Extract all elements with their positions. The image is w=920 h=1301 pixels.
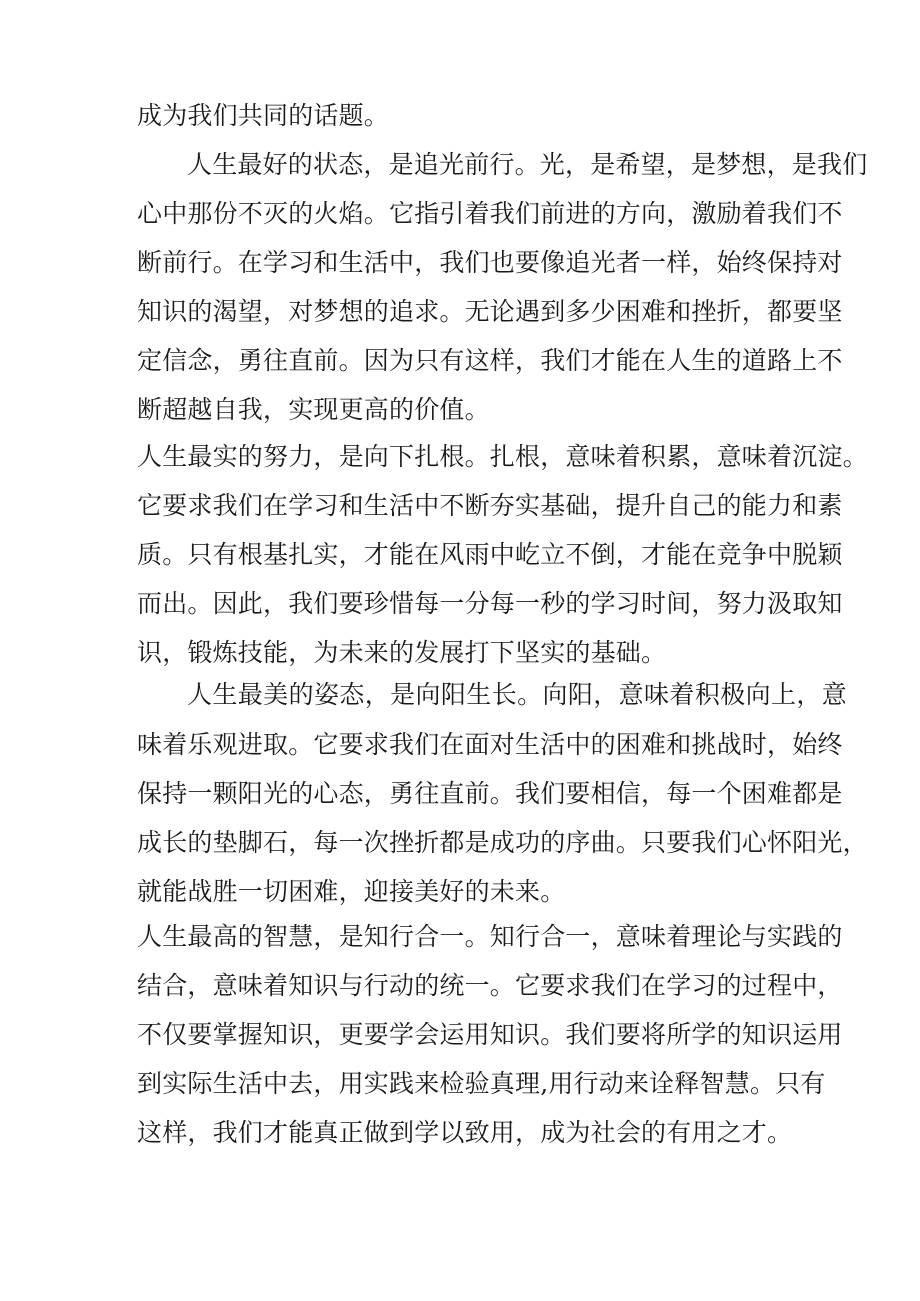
text-line: 定信念，勇往直前。因为只有这样，我们才能在人生的道路上不 [137,346,843,375]
text-line: 断超越自我，实现更高的价值。 [137,395,490,424]
text-line: 保持一颗阳光的心态，勇往直前。我们要相信，每一个困难都是 [137,779,843,808]
text-line: 断前行。在学习和生活中，我们也要像追光者一样，始终保持对 [137,248,843,277]
text-line: 人生最好的状态，是追光前行。光，是希望，是梦想，是我们 [187,150,868,179]
text-line: 心中那份不灭的火焰。它指引着我们前进的方向，激励着我们不 [137,199,843,228]
text-line: 成为我们共同的话题。 [137,101,390,130]
text-line: 就能战胜一切困难，迎接美好的未来。 [137,877,566,906]
text-line: 结合，意味着知识与行动的统一。它要求我们在学习的过程中， [137,971,843,1000]
text-line: 成长的垫脚石，每一次挫折都是成功的序曲。只要我们心怀阳光， [137,828,868,857]
text-line: 这样，我们才能真正做到学以致用，成为社会的有用之才。 [137,1118,793,1147]
text-line: 人生最高的智慧，是知行合一。知行合一，意味着理论与实践的 [137,922,843,951]
text-line: 到实际生活中去，用实践来检验真理,用行动来诠释智慧。只有 [137,1069,826,1098]
text-line: 它要求我们在学习和生活中不断夯实基础，提升自己的能力和素 [137,491,843,520]
text-line: 人生最美的姿态，是向阳生长。向阳，意味着积极向上，意 [187,680,847,709]
text-line: 知识的渴望，对梦想的追求。无论遇到多少困难和挫折，都要坚 [137,297,843,326]
text-line: 人生最实的努力，是向下扎根。扎根，意味着积累，意味着沉淀。 [137,442,868,471]
text-line: 识，锻炼技能，为未来的发展打下坚实的基础。 [137,638,667,667]
text-line: 味着乐观进取。它要求我们在面对生活中的困难和挑战时，始终 [137,730,843,759]
text-line: 质。只有根基扎实，才能在风雨中屹立不倒，才能在竞争中脱颖 [137,540,843,569]
text-line: 不仅要掌握知识，更要学会运用知识。我们要将所学的知识运用 [137,1020,843,1049]
text-line: 而出。因此，我们要珍惜每一分每一秒的学习时间，努力汲取知 [137,589,843,618]
